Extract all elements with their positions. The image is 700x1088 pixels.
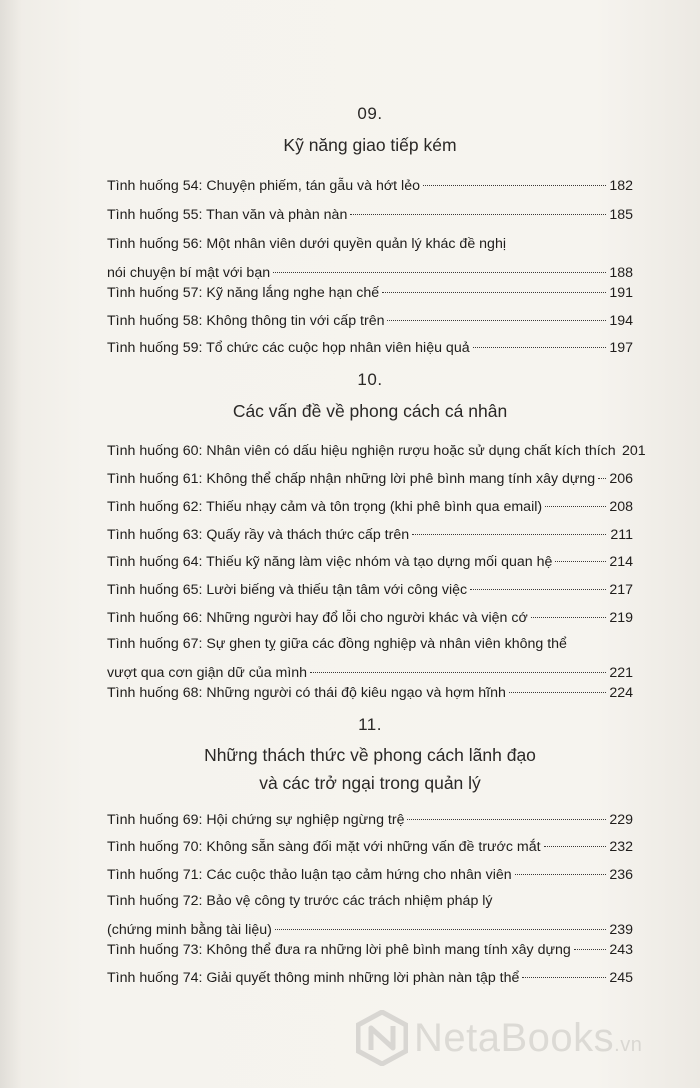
page-gutter-shadow <box>0 0 22 1088</box>
leader-dots <box>423 185 606 186</box>
entry-title: Tình huống 61: Không thể chấp nhận những lời phê bình mang tính xây dựng <box>107 471 596 487</box>
entry-title: Tình huống 69: Hội chứng sự nghiệp ngừng trệ <box>107 812 405 828</box>
netabooks-logo-icon <box>356 1010 408 1066</box>
chapter-11-heading <box>107 715 633 735</box>
entry-title: Tình huống 65: Lười biếng và thiếu tận tâm với công việc <box>107 582 468 598</box>
leader-dots <box>574 949 606 950</box>
leader-dots <box>522 977 606 978</box>
entry-title: Tình huống 70: Không sẵn sàng đối mặt với những vấn đề trước mắt <box>107 839 541 855</box>
leader-dots <box>515 874 606 875</box>
entry-title: Tình huống 74: Giải quyết thông minh những lời phàn nàn tập thể <box>107 970 520 986</box>
toc-entry-71[interactable] <box>107 862 633 891</box>
entry-title: Tình huống 72: Bảo vệ công ty trước các trách nhiệm pháp lý <box>107 893 493 909</box>
page-number: 201 <box>621 443 646 459</box>
toc-entry-63[interactable] <box>107 522 633 551</box>
page-number: 208 <box>609 499 633 515</box>
page-number: 243 <box>609 942 633 958</box>
leader-dots <box>275 929 606 930</box>
toc-entry-60[interactable] <box>107 438 646 467</box>
entry-title: Tình huống 68: Những người có thái độ kiêu ngạo và hợm hĩnh <box>107 685 506 701</box>
leader-dots <box>544 846 606 847</box>
page-number: 245 <box>609 970 633 986</box>
toc-entry-65[interactable] <box>107 577 633 606</box>
chapter-title-line: Những thách thức về phong cách lãnh đạo <box>204 745 536 765</box>
leader-dots <box>470 589 606 590</box>
leader-dots <box>598 478 606 479</box>
chapter-number: 10. <box>357 370 383 389</box>
leader-dots <box>555 561 606 562</box>
page-number: 197 <box>609 340 633 356</box>
page-number: 224 <box>609 685 633 701</box>
entry-title-continued: (chứng minh bằng tài liệu) <box>107 922 272 938</box>
chapter-09-heading <box>107 104 633 124</box>
entry-title: Tình huống 60: Nhân viên có dấu hiệu nghiện rượu hoặc sử dụng chất kích thích <box>107 443 616 459</box>
chapter-10-title <box>107 397 633 425</box>
page-number: 188 <box>609 265 633 281</box>
leader-dots <box>273 272 606 273</box>
entry-title: Tình huống 66: Những người hay đổ lỗi cho người khác và viện cớ <box>107 610 528 626</box>
toc-entry-73[interactable] <box>107 937 633 966</box>
toc-entry-54[interactable] <box>107 173 633 202</box>
entry-title: Tình huống 64: Thiếu kỹ năng làm việc nhóm và tạo dựng mối quan hệ <box>107 554 553 570</box>
entry-title: Tình huống 63: Quấy rầy và thách thức cấp trên <box>107 527 410 543</box>
page-number: 214 <box>609 554 633 570</box>
watermark-brand: NetaBooks <box>414 1016 615 1060</box>
page-number: 229 <box>609 812 633 828</box>
chapter-title-line: Các vấn đề về phong cách cá nhân <box>232 401 508 421</box>
leader-dots <box>387 320 606 321</box>
toc-entry-62[interactable] <box>107 494 633 523</box>
page-number: 221 <box>609 665 633 681</box>
page-number: 217 <box>609 582 633 598</box>
leader-dots <box>509 692 606 693</box>
toc-entry-59[interactable] <box>107 335 633 364</box>
chapter-title-line: và các trở ngại trong quản lý <box>259 773 481 793</box>
toc-entry-68[interactable] <box>107 680 633 709</box>
page-number: 239 <box>609 922 633 938</box>
entry-title: Tình huống 62: Thiếu nhạy cảm và tôn trọng (khi phê bình qua email) <box>107 499 543 515</box>
chapter-09-title <box>107 131 633 159</box>
toc-entry-55[interactable] <box>107 202 633 231</box>
chapter-number: 09. <box>357 104 383 123</box>
netabooks-watermark <box>356 1008 676 1068</box>
leader-dots <box>412 534 606 535</box>
toc-entry-69[interactable] <box>107 807 633 836</box>
entry-title-continued: nói chuyện bí mật với bạn <box>107 265 271 281</box>
toc-entry-64[interactable] <box>107 549 633 578</box>
entry-title: Tình huống 55: Than văn và phàn nàn <box>107 207 348 223</box>
entry-title: Tình huống 54: Chuyện phiếm, tán gẫu và hớt lẻo <box>107 178 420 194</box>
page-number: 232 <box>609 839 633 855</box>
chapter-10-heading <box>107 370 633 390</box>
toc-entry-61[interactable] <box>107 466 633 495</box>
leader-dots <box>350 214 606 215</box>
entry-title-continued: vượt qua cơn giận dữ của mình <box>107 665 308 681</box>
entry-title: Tình huống 73: Không thể đưa ra những lời phê bình mang tính xây dựng <box>107 942 571 958</box>
watermark-suffix: .vn <box>614 1034 643 1056</box>
entry-title: Tình huống 56: Một nhân viên dưới quyền quản lý khác đề nghị <box>107 236 506 252</box>
page-number: 236 <box>609 867 633 883</box>
leader-dots <box>310 672 606 673</box>
page-number: 182 <box>609 178 633 194</box>
leader-dots <box>531 617 606 618</box>
chapter-title-line: Kỹ năng giao tiếp kém <box>283 135 457 155</box>
entry-title: Tình huống 57: Kỹ năng lắng nghe hạn chế <box>107 285 380 301</box>
chapter-11-title <box>107 741 633 797</box>
leader-dots <box>382 292 606 293</box>
entry-title: Tình huống 71: Các cuộc thảo luận tạo cảm hứng cho nhân viên <box>107 867 512 883</box>
page-number: 194 <box>609 313 633 329</box>
leader-dots <box>407 819 606 820</box>
leader-dots <box>473 347 606 348</box>
watermark-text <box>414 1016 642 1061</box>
toc-entry-58[interactable] <box>107 308 633 337</box>
page-number: 219 <box>609 610 633 626</box>
leader-dots <box>545 506 606 507</box>
toc-entry-74[interactable] <box>107 965 633 994</box>
page-number: 185 <box>609 207 633 223</box>
entry-title: Tình huống 67: Sự ghen tỵ giữa các đồng nghiệp và nhân viên không thể <box>107 636 567 652</box>
entry-title: Tình huống 59: Tổ chức các cuộc họp nhân viên hiệu quả <box>107 340 470 356</box>
page-number: 211 <box>610 527 633 543</box>
toc-entry-57[interactable] <box>107 280 633 309</box>
toc-entry-66[interactable] <box>107 605 633 634</box>
chapter-number: 11. <box>358 715 382 734</box>
page-number: 191 <box>609 285 633 301</box>
toc-entry-70[interactable] <box>107 834 633 863</box>
entry-title: Tình huống 58: Không thông tin với cấp trên <box>107 313 385 329</box>
page-number: 206 <box>609 471 633 487</box>
